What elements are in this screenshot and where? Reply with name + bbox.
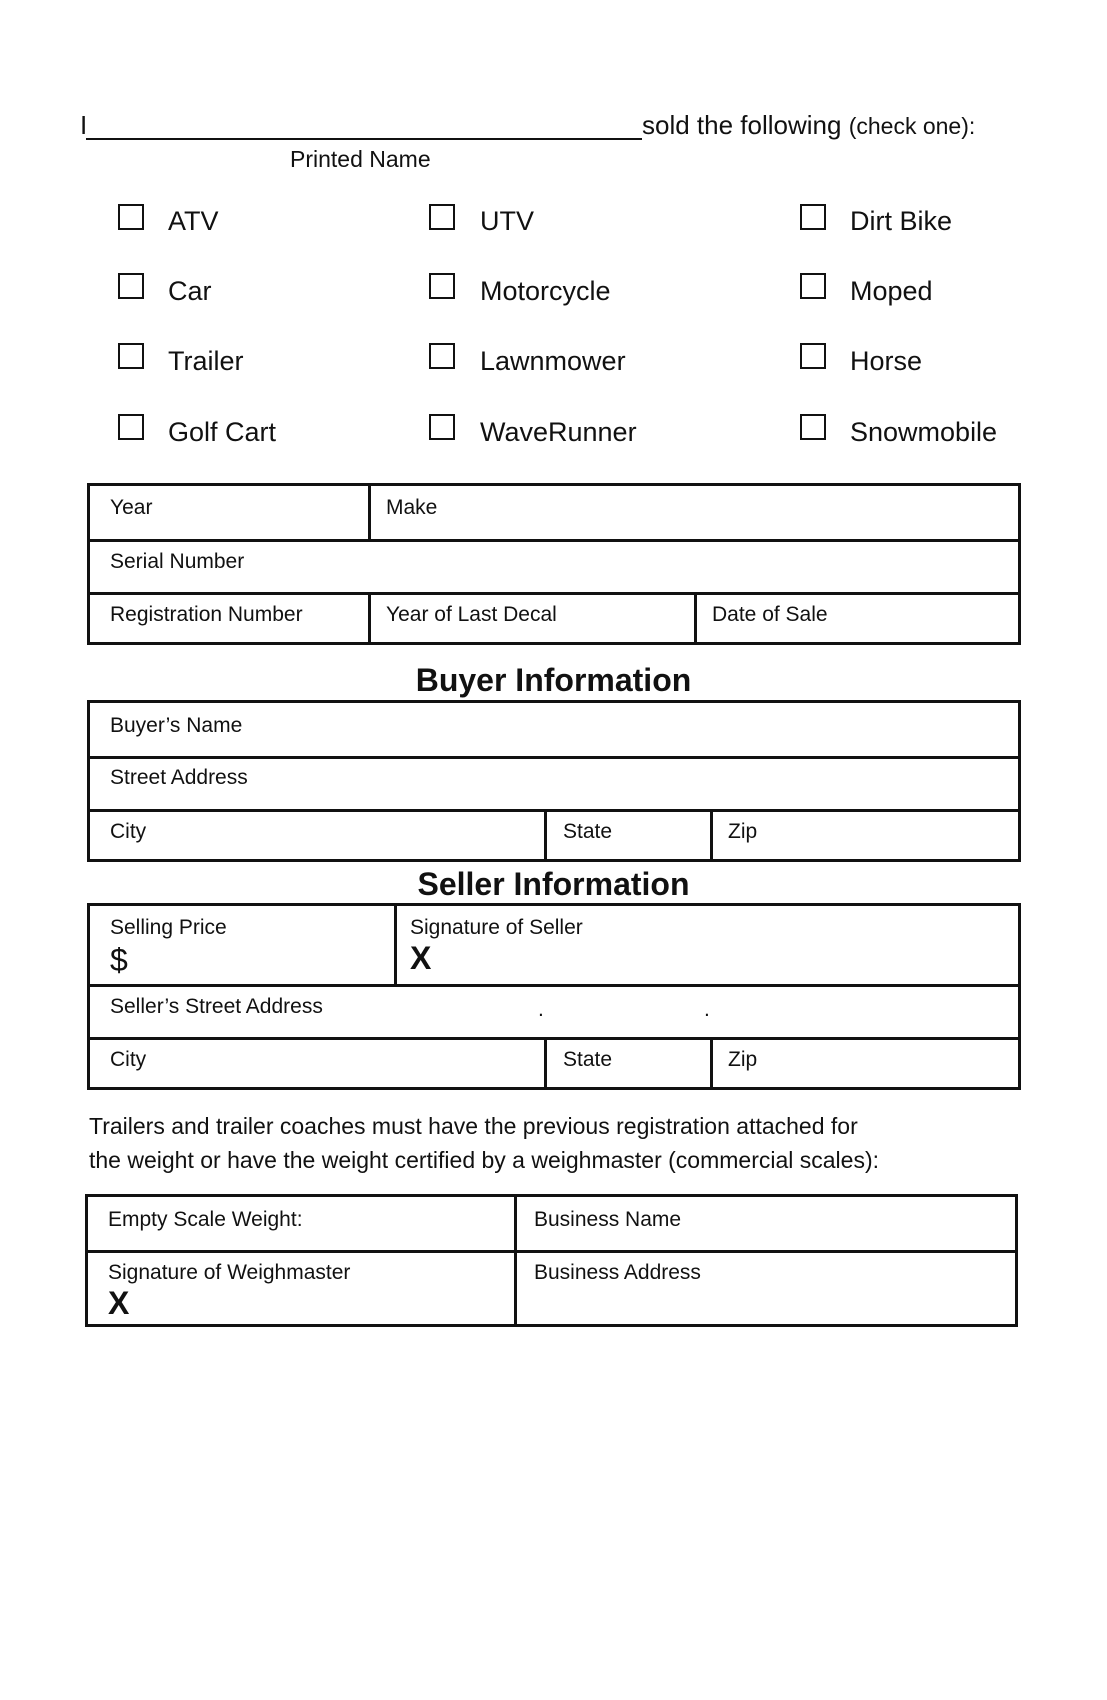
vline bbox=[368, 592, 371, 645]
vline bbox=[368, 486, 371, 539]
vline bbox=[694, 592, 697, 645]
trailer-weight-note bbox=[89, 1109, 879, 1177]
seller-info-table bbox=[87, 903, 1021, 1090]
checkbox-label-lawnmower: Lawnmower bbox=[480, 346, 626, 376]
checkbox-label-horse: Horse bbox=[850, 346, 923, 376]
business-address-field[interactable]: Business Address bbox=[534, 1261, 701, 1284]
checkbox-label-dirt-bike: Dirt Bike bbox=[850, 206, 953, 236]
sold-text bbox=[642, 110, 975, 141]
buyer-street-field[interactable]: Street Address bbox=[110, 766, 248, 789]
checkbox-label-snowmobile: Snowmobile bbox=[850, 417, 998, 447]
checkbox-label-waverunner: WaveRunner bbox=[480, 417, 637, 447]
vline bbox=[544, 809, 547, 862]
seller-city-field[interactable]: City bbox=[110, 1048, 147, 1071]
hline bbox=[90, 809, 1018, 812]
checkbox-label-utv: UTV bbox=[480, 206, 534, 236]
buyer-state-field[interactable]: State bbox=[563, 820, 613, 843]
vline bbox=[544, 1037, 547, 1090]
i-word: I bbox=[80, 110, 88, 140]
selling-price-label: Selling Price bbox=[110, 916, 227, 939]
hline bbox=[90, 984, 1018, 987]
checkbox-motorcycle[interactable] bbox=[429, 273, 455, 299]
printed-name-field[interactable] bbox=[86, 138, 642, 140]
checkbox-horse[interactable] bbox=[800, 343, 826, 369]
empty-scale-weight-field[interactable]: Empty Scale Weight: bbox=[108, 1208, 303, 1231]
checkbox-label-atv: ATV bbox=[168, 206, 219, 236]
seller-street-dot: . bbox=[704, 998, 710, 1021]
buyer-city-field[interactable]: City bbox=[110, 820, 147, 843]
seller-signature-field[interactable]: X bbox=[410, 940, 432, 976]
note-line-2: the weight or have the weight certified by a weighmaster (commercial scales): bbox=[89, 1147, 880, 1173]
seller-information-title: Seller Information bbox=[417, 866, 690, 902]
checkbox-lawnmower[interactable] bbox=[429, 343, 455, 369]
seller-signature-label: Signature of Seller bbox=[410, 916, 583, 939]
vline bbox=[514, 1197, 517, 1324]
checkbox-moped[interactable] bbox=[800, 273, 826, 299]
vline bbox=[710, 1037, 713, 1090]
hline bbox=[88, 1250, 1015, 1253]
vline bbox=[394, 906, 397, 984]
buyer-information-title: Buyer Information bbox=[415, 662, 692, 698]
registration-number-field[interactable]: Registration Number bbox=[110, 603, 303, 626]
checkbox-atv[interactable] bbox=[118, 204, 144, 230]
hline bbox=[90, 756, 1018, 759]
vline bbox=[710, 809, 713, 862]
hline bbox=[90, 1037, 1018, 1040]
hline bbox=[90, 592, 1018, 595]
checkbox-trailer[interactable] bbox=[118, 343, 144, 369]
checkbox-label-golf-cart: Golf Cart bbox=[168, 417, 277, 447]
seller-street-field[interactable]: Seller’s Street Address bbox=[110, 995, 323, 1018]
note-line-1: Trailers and trailer coaches must have the previous registration attached for bbox=[89, 1113, 858, 1139]
selling-price-field[interactable]: $ bbox=[110, 942, 128, 978]
checkbox-car[interactable] bbox=[118, 273, 144, 299]
weighmaster-signature-field[interactable]: X bbox=[108, 1285, 130, 1321]
seller-zip-field[interactable]: Zip bbox=[728, 1048, 758, 1071]
checkbox-label-motorcycle: Motorcycle bbox=[480, 276, 611, 306]
sold-phrase: sold the following bbox=[642, 110, 842, 140]
seller-state-field[interactable]: State bbox=[563, 1048, 613, 1071]
check-one-text: (check one): bbox=[848, 113, 976, 139]
buyer-zip-field[interactable]: Zip bbox=[728, 820, 758, 843]
year-of-last-decal-field[interactable]: Year of Last Decal bbox=[386, 603, 557, 626]
checkbox-utv[interactable] bbox=[429, 204, 455, 230]
serial-number-field[interactable]: Serial Number bbox=[110, 550, 245, 573]
business-name-field[interactable]: Business Name bbox=[534, 1208, 682, 1231]
buyer-name-field[interactable]: Buyer’s Name bbox=[110, 714, 243, 737]
checkbox-label-trailer: Trailer bbox=[168, 346, 244, 376]
checkbox-label-moped: Moped bbox=[850, 276, 933, 306]
hline bbox=[90, 539, 1018, 542]
weighmaster-signature-label: Signature of Weighmaster bbox=[108, 1261, 351, 1284]
checkbox-dirt-bike[interactable] bbox=[800, 204, 826, 230]
checkbox-label-car: Car bbox=[168, 276, 212, 306]
buyer-info-table bbox=[87, 700, 1021, 862]
printed-name-label: Printed Name bbox=[290, 146, 431, 172]
seller-street-dot: . bbox=[538, 998, 544, 1021]
date-of-sale-field[interactable]: Date of Sale bbox=[712, 603, 828, 626]
vehicle-info-table bbox=[87, 483, 1021, 645]
weighmaster-table bbox=[85, 1194, 1018, 1327]
checkbox-golf-cart[interactable] bbox=[118, 414, 144, 440]
checkbox-snowmobile[interactable] bbox=[800, 414, 826, 440]
checkbox-waverunner[interactable] bbox=[429, 414, 455, 440]
make-field[interactable]: Make bbox=[386, 496, 438, 519]
year-field[interactable]: Year bbox=[110, 496, 153, 519]
